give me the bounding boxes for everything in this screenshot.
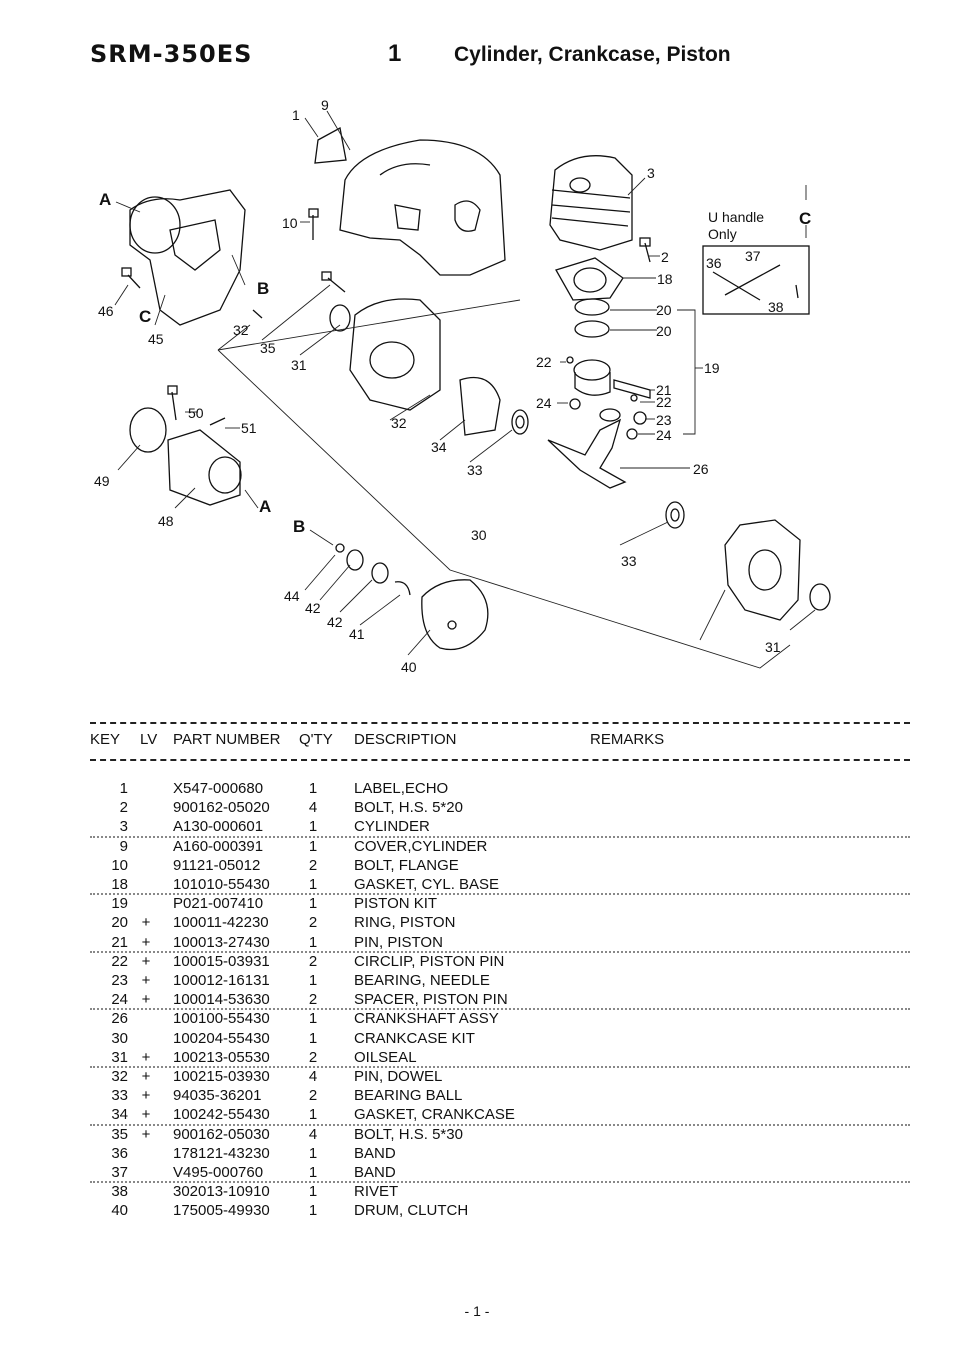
description-cell: BAND [354, 1164, 396, 1181]
description-cell: SPACER, PISTON PIN [354, 991, 508, 1009]
part-number-cell: 94035-36201 [173, 1087, 262, 1105]
table-header-rule [90, 759, 910, 761]
lv-cell: + [141, 991, 151, 1009]
table-row [0, 1145, 954, 1164]
key-cell: 24 [111, 991, 128, 1009]
part-number-cell: 100015-03931 [173, 952, 270, 970]
qty-cell: 1 [308, 1144, 318, 1162]
table-row [0, 799, 954, 818]
model-name: SRM-350ES [90, 40, 253, 68]
description-cell: LABEL,ECHO [354, 780, 449, 797]
key-cell: 20 [111, 914, 128, 932]
table-row [0, 1010, 954, 1029]
description-cell: COVER,CYLINDER [354, 837, 488, 855]
key-cell: 1 [119, 780, 128, 797]
qty-cell: 4 [308, 1125, 318, 1143]
table-row [0, 1049, 954, 1068]
qty-cell: 1 [308, 933, 318, 951]
qty-cell: 2 [308, 856, 318, 874]
description-cell: BOLT, H.S. 5*30 [354, 1125, 463, 1143]
part-number-cell: 100012-16131 [173, 972, 270, 989]
part-number-cell: P021-007410 [173, 895, 264, 913]
callout: 24 [656, 427, 672, 443]
part-number-cell: 100011-42230 [173, 914, 269, 932]
callout: 19 [704, 360, 720, 376]
key-cell: 30 [111, 1029, 128, 1047]
table-row [0, 914, 954, 933]
table-row [0, 1087, 954, 1106]
table-row [0, 857, 954, 876]
part-number-cell: 175005-49930 [173, 1202, 270, 1220]
table-row [0, 780, 954, 799]
exploded-parts-diagram [0, 80, 954, 680]
key-cell: 26 [111, 1010, 128, 1028]
qty-cell: 1 [308, 1106, 318, 1124]
callout: 26 [693, 461, 709, 477]
callout: 1 [292, 107, 300, 123]
reference-letter: A [99, 190, 112, 209]
callout: 48 [158, 513, 174, 529]
table-row [0, 991, 954, 1010]
part-number-cell: X547-000680 [173, 780, 264, 797]
part-number-cell: 100204-55430 [173, 1029, 270, 1047]
description-cell: PIN, PISTON [354, 933, 443, 951]
description-cell: RIVET [354, 1183, 399, 1201]
callout: 31 [291, 357, 307, 373]
qty-cell: 1 [308, 837, 318, 855]
description-cell: RING, PISTON [354, 914, 456, 932]
callout: 20 [656, 302, 672, 318]
key-cell: 10 [111, 856, 128, 874]
key-cell: 36 [111, 1144, 128, 1162]
key-cell: 19 [111, 895, 128, 913]
callout: 3 [647, 165, 655, 181]
col-header-description: DESCRIPTION [354, 731, 457, 748]
callout: 46 [98, 303, 114, 319]
reference-letter: B [257, 279, 270, 298]
description-cell: BAND [354, 1144, 396, 1162]
table-row [0, 838, 954, 857]
table-row [0, 953, 954, 972]
callout: 50 [188, 405, 204, 421]
callout: 2 [661, 249, 669, 265]
description-cell: PIN, DOWEL [354, 1068, 443, 1085]
callout: 21 [656, 382, 672, 398]
qty-cell: 1 [308, 1164, 318, 1181]
part-number-cell: A130-000601 [173, 818, 264, 836]
qty-cell: 4 [308, 799, 318, 817]
table-row [0, 1106, 954, 1125]
key-cell: 38 [111, 1183, 128, 1201]
callout: 30 [471, 527, 487, 543]
callout: 35 [260, 340, 276, 356]
qty-cell: 2 [308, 1048, 318, 1066]
lv-cell: + [141, 1048, 151, 1066]
qty-cell: 1 [308, 1010, 318, 1028]
description-cell: CRANKSHAFT ASSY [354, 1010, 499, 1028]
callout: 42 [305, 600, 321, 616]
table-row [0, 1183, 954, 1202]
callout: 41 [349, 626, 365, 642]
key-cell: 31 [111, 1048, 128, 1066]
qty-cell: 1 [308, 972, 318, 989]
key-cell: 40 [111, 1202, 128, 1220]
qty-cell: 1 [308, 818, 318, 836]
callout: 22 [656, 394, 672, 410]
part-number-cell: 100014-53630 [173, 991, 270, 1009]
page-number: - 1 - [464, 1303, 490, 1319]
description-cell: DRUM, CLUTCH [354, 1202, 469, 1220]
part-number-cell: V495-000760 [173, 1164, 264, 1181]
part-number-cell: 178121-43230 [173, 1144, 270, 1162]
lv-cell: + [141, 914, 151, 932]
callout: 32 [391, 415, 407, 431]
callout: 9 [321, 97, 329, 113]
callout: 22 [536, 354, 552, 370]
table-row [0, 972, 954, 991]
description-cell: BEARING, NEEDLE [354, 972, 490, 989]
part-number-cell: 91121-05012 [173, 856, 261, 874]
qty-cell: 2 [308, 914, 318, 932]
lv-cell: + [141, 952, 151, 970]
u-handle-note: U handle [708, 209, 765, 225]
description-cell: OILSEAL [354, 1048, 417, 1066]
key-cell: 35 [111, 1125, 128, 1143]
callout: 42 [327, 614, 343, 630]
qty-cell: 1 [308, 1202, 318, 1220]
table-row [0, 1202, 954, 1221]
callout: 51 [241, 420, 257, 436]
qty-cell: 1 [308, 1183, 318, 1201]
lv-cell: + [141, 972, 151, 989]
lv-cell: + [141, 1106, 151, 1124]
key-cell: 3 [119, 818, 128, 836]
callout: 33 [467, 462, 483, 478]
part-number-cell: A160-000391 [173, 837, 264, 855]
part-number-cell: 100100-55430 [173, 1010, 270, 1028]
lv-cell: + [141, 1068, 151, 1085]
table-row [0, 1030, 954, 1049]
key-cell: 37 [111, 1164, 128, 1181]
lv-cell: + [141, 1087, 151, 1105]
part-number-cell: 100213-05530 [173, 1048, 270, 1066]
table-row [0, 1126, 954, 1145]
description-cell: CIRCLIP, PISTON PIN [354, 952, 505, 970]
reference-letter: C [799, 209, 812, 228]
description-cell: BOLT, H.S. 5*20 [354, 799, 463, 817]
key-cell: 32 [111, 1068, 128, 1085]
part-number-cell: 101010-55430 [173, 876, 270, 893]
part-number-cell: 302013-10910 [173, 1183, 270, 1201]
part-number-cell: 100013-27430 [173, 933, 270, 951]
description-cell: GASKET, CYL. BASE [354, 876, 500, 893]
inset-callout: 37 [745, 248, 761, 264]
description-cell: BOLT, FLANGE [354, 856, 459, 874]
inset-callout: 36 [706, 255, 722, 271]
callout: 23 [656, 412, 672, 428]
qty-cell: 2 [308, 1087, 318, 1105]
key-cell: 9 [119, 837, 128, 855]
key-cell: 34 [111, 1106, 128, 1124]
description-cell: CYLINDER [354, 818, 430, 836]
col-header-key: KEY [90, 731, 121, 748]
table-top-rule [90, 722, 910, 724]
part-number-cell: 900162-05030 [173, 1125, 270, 1143]
lv-cell: + [141, 933, 151, 951]
callout: 31 [765, 639, 781, 655]
description-cell: BEARING BALL [354, 1087, 463, 1105]
part-number-cell: 100242-55430 [173, 1106, 270, 1124]
table-row [0, 1164, 954, 1183]
qty-cell: 1 [308, 1029, 318, 1047]
col-header-qty: Q'TY [299, 731, 333, 748]
col-header-lv: LV [140, 731, 158, 748]
reference-letter: B [293, 517, 306, 536]
callout: 24 [536, 395, 552, 411]
part-number-cell: 100215-03930 [173, 1068, 270, 1085]
lv-cell: + [141, 1125, 151, 1143]
key-cell: 2 [119, 799, 128, 817]
section-number: 1 [388, 40, 402, 67]
callout: 40 [401, 659, 417, 675]
qty-cell: 2 [308, 952, 318, 970]
reference-letter: C [139, 307, 152, 326]
callout: 49 [94, 473, 110, 489]
table-row [0, 876, 954, 895]
section-title: Cylinder, Crankcase, Piston [454, 43, 731, 66]
callout: 34 [431, 439, 447, 455]
callout: 18 [657, 271, 673, 287]
qty-cell: 1 [308, 780, 318, 797]
callout: 20 [656, 323, 672, 339]
callout: 33 [621, 553, 637, 569]
u-handle-note: Only [708, 226, 737, 242]
callout: 32 [233, 322, 249, 338]
key-cell: 33 [111, 1087, 128, 1105]
callout: 45 [148, 331, 164, 347]
description-cell: PISTON KIT [354, 895, 438, 913]
table-row [0, 934, 954, 953]
qty-cell: 2 [308, 991, 318, 1009]
description-cell: CRANKCASE KIT [354, 1029, 475, 1047]
table-row [0, 895, 954, 914]
key-cell: 18 [111, 876, 128, 893]
key-cell: 21 [111, 933, 128, 951]
description-cell: GASKET, CRANKCASE [354, 1106, 515, 1124]
part-number-cell: 900162-05020 [173, 799, 270, 817]
table-row [0, 818, 954, 837]
callout: 44 [284, 588, 300, 604]
col-header-part-number: PART NUMBER [173, 731, 281, 748]
inset-callout: 38 [768, 299, 784, 315]
callout: 10 [282, 215, 298, 231]
qty-cell: 1 [308, 876, 318, 893]
qty-cell: 4 [308, 1068, 318, 1085]
qty-cell: 1 [308, 895, 318, 913]
key-cell: 22 [111, 952, 128, 970]
key-cell: 23 [111, 972, 128, 989]
table-row [0, 1068, 954, 1087]
reference-letter: A [259, 497, 272, 516]
col-header-remarks: REMARKS [590, 731, 665, 748]
